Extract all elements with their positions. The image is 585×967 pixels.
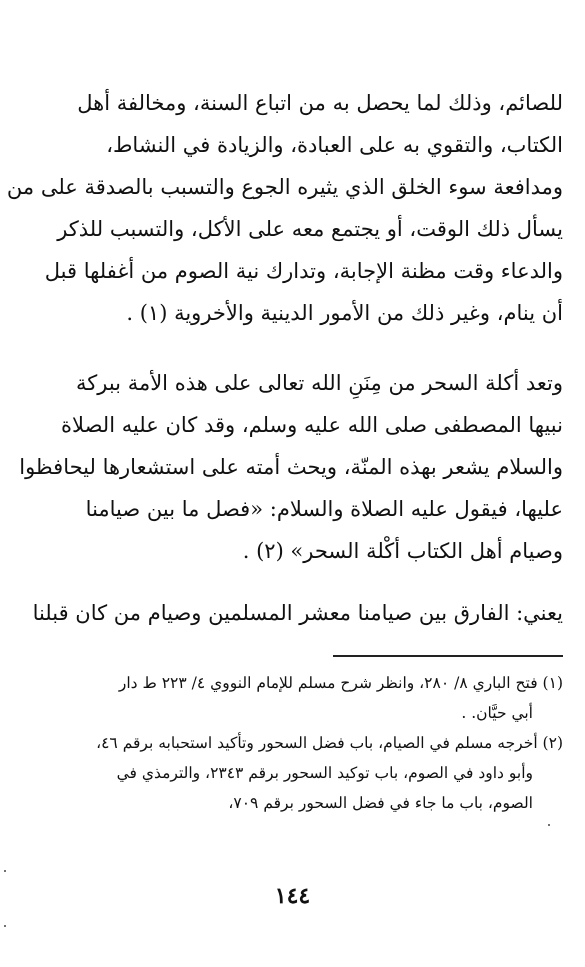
page-number: ١٤٤ [274,883,311,909]
scan-speck [4,925,6,927]
text-line: الكتاب، والتقوي به على العبادة، والزيادة في النشاط، [106,133,563,157]
text-line: ومدافعة سوء الخلق الذي يثيره الجوع والتسبب بالصدقة على من [6,175,563,199]
text-line: نبيها المصطفى صلى الله عليه وسلم، وقد كان عليه الصلاة [61,413,563,437]
footnote-line: الصوم، باب ما جاء في فضل السحور برقم ٧٠٩، [228,794,533,812]
footnote-line: أبي حيَّان. . [461,704,533,722]
scan-speck [548,824,550,826]
footnotes [22,668,563,818]
text-line: يعني: الفارق بين صيامنا معشر المسلمين وصيام من كان قبلنا [32,601,563,625]
footnote-line: (١) فتح الباري ٨/ ٢٨٠، وانظر شرح مسلم للإمام النووي ٤/ ٢٢٣ ط دار [118,674,563,692]
text-line: والدعاء وقت مظنة الإجابة، وتدارك نية الصوم من أغفلها قبل [44,259,563,283]
paragraph-3 [22,592,563,634]
footnote-line: (٢) أخرجه مسلم في الصيام، باب فضل السحور وتأكيد استحبابه برقم ٤٦، [96,734,563,752]
text-line: أن ينام، وغير ذلك من الأمور الدينية والأخروية (١) . [126,301,563,325]
text-line: وصيام أهل الكتاب أكْلة السحر» (٢) . [242,539,563,563]
text-line: للصائم، وذلك لما يحصل به من اتباع السنة، ومخالفة أهل [77,91,563,115]
paragraph-2 [19,362,563,572]
paragraph-1 [6,82,563,334]
footnote-2 [22,728,563,818]
text-line: وتعد أكلة السحر من مِنَنِ الله تعالى على هذه الأمة ببركة [76,371,563,395]
text-line: والسلام يشعر بهذه المنّة، ويحث أمته على استشعارها ليحافظوا [19,455,563,479]
scan-speck [4,870,6,872]
footnote-line: وأبو داود في الصوم، باب توكيد السحور برقم ٢٣٤٣، والترمذي في [116,764,533,782]
text-line: يسأل ذلك الوقت، أو يجتمع معه على الأكل، والتسبب للذكر [57,217,563,241]
footnote-separator [333,655,563,657]
text-line: عليها، فيقول عليه الصلاة والسلام: «فصل ما بين صيامنا [85,497,563,521]
footnote-1 [22,668,563,728]
